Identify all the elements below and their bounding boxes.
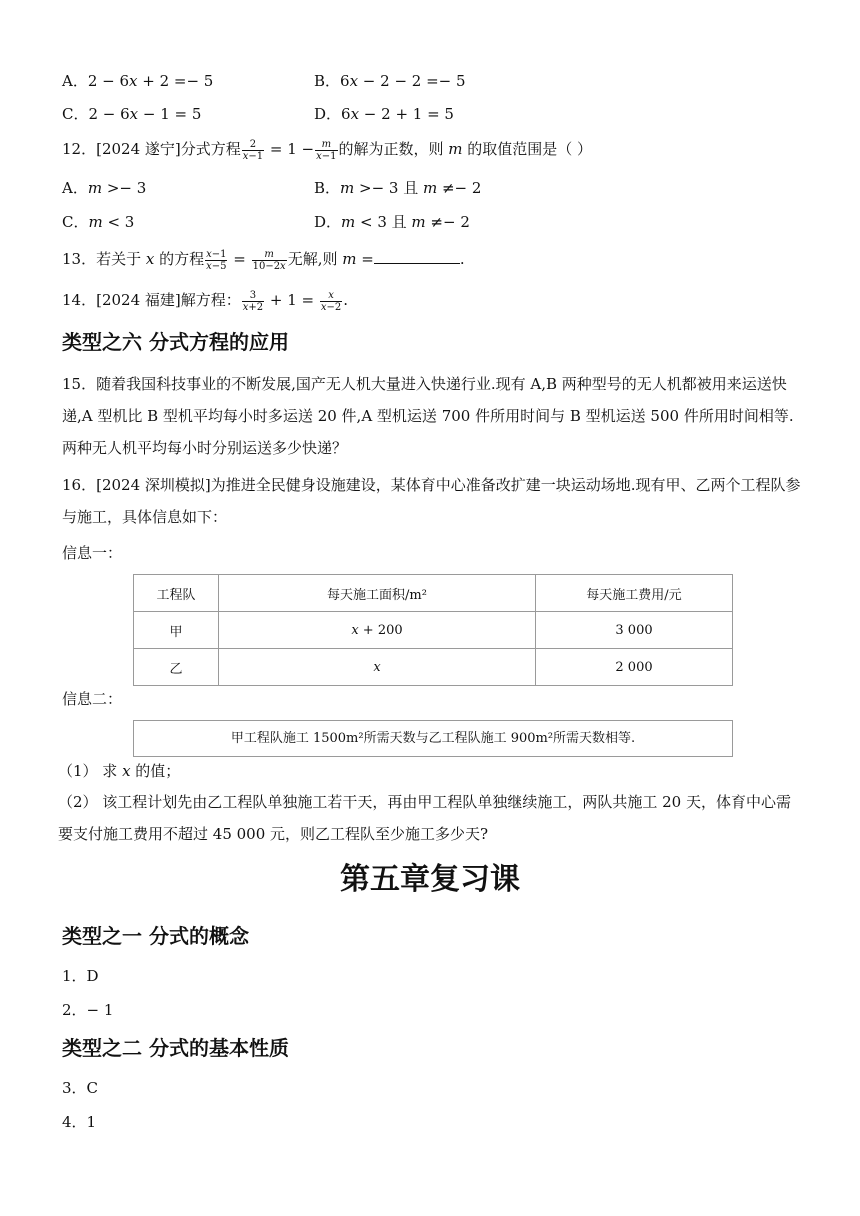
answer-item: 1．D xyxy=(62,967,99,985)
answer-item: 3．C xyxy=(62,1079,99,1097)
table-cell: 𝑥 xyxy=(219,649,536,686)
table-row xyxy=(134,612,733,649)
table-header-cell: 每天施工费用/元 xyxy=(536,575,733,612)
question-12-prefix: 12．[2024 遂宁]分式方程 xyxy=(62,140,241,158)
section-title: 类型之二 分式的基本性质 xyxy=(62,1036,289,1060)
option-12a: A．𝑚 >− 3 xyxy=(62,179,147,197)
section-title: 类型之六 分式方程的应用 xyxy=(62,330,289,354)
table-cell: 2 000 xyxy=(536,649,733,686)
table-header-cell: 工程队 xyxy=(134,575,219,612)
question-12: 12．[2024 遂宁]分式方程 $\frac{2}{\text{𝑥−1}}$ = 1 − $\frac{\text{𝑚}}{\text{𝑥−1}}$ 的解为正数，则 𝑚 的取值范围是（ ） xyxy=(62,138,593,162)
question-15: 15．随着我国科技事业的不断发展,国产无人机大量进入快递行业.现有 A,B 两种型号的无人机都被用来运送快递,A 型机比 B 型机平均每小时多运送 20 件,A 型机运送 700 件所用时间与 B 型机运送 500 件所用时间相等.两种无人机平均每小时分别运送多少快递？ xyxy=(62,375,794,457)
fraction: $\frac{\text{𝑥}}{\text{𝑥−2}}$ xyxy=(320,289,342,313)
info-two-label: 信息二： xyxy=(62,690,123,708)
option-12d: D．𝑚 < 3 且 𝑚 ≠− 2 xyxy=(314,213,470,231)
question-16-part1: （1） 求 𝑥 的值； xyxy=(58,762,181,780)
fraction: $\frac{\text{𝑚}}{\text{10−2𝑥}}$ xyxy=(252,248,286,272)
fraction: $\frac{2}{\text{𝑥−1}}$ xyxy=(242,138,264,162)
option-11b: B．6𝑥 − 2 − 2 =− 5 xyxy=(314,72,466,90)
question-14: 14．[2024 福建]解方程： $\frac{3}{\text{𝑥+2}}$ + 1 = $\frac{\text{𝑥}}{\text{𝑥−2}}$ . xyxy=(62,289,349,313)
table-header-cell: 每天施工面积/m² xyxy=(219,575,536,612)
option-11d: D．6𝑥 − 2 + 1 = 5 xyxy=(314,105,454,123)
fraction: $\frac{\text{𝑥−1}}{\text{𝑥−5}}$ xyxy=(206,248,227,272)
answer-item: 2．− 1 xyxy=(62,1001,114,1019)
option-11c: C．2 − 6𝑥 − 1 = 5 xyxy=(62,105,202,123)
answer-blank xyxy=(374,249,460,264)
table-cell: 3 000 xyxy=(536,612,733,649)
info-table xyxy=(133,574,733,686)
question-13: 13．若关于 𝑥 的方程 $\frac{\text{𝑥−1}}{\text{𝑥−5}}$ = $\frac{\text{𝑚}}{\text{10−2𝑥}}$ 无解,则 𝑚 = . xyxy=(62,248,465,272)
question-16: 16．[2024 深圳模拟]为推进全民健身设施建设，某体育中心准备改扩建一块运动场地.现有甲、乙两个工程队参与施工，具体信息如下： xyxy=(62,476,801,526)
info-two-box: 甲工程队施工 1500m²所需天数与乙工程队施工 900m²所需天数相等. xyxy=(133,720,733,757)
fraction: $\frac{\text{𝑚}}{\text{𝑥−1}}$ xyxy=(316,138,337,162)
answer-item: 4．1 xyxy=(62,1113,97,1131)
section-title: 类型之一 分式的概念 xyxy=(62,924,249,948)
table-cell: 𝑥 + 200 xyxy=(219,612,536,649)
table-cell: 乙 xyxy=(134,649,219,686)
table-cell: 甲 xyxy=(134,612,219,649)
question-16-part2: （2） 该工程计划先由乙工程队单独施工若干天，再由甲工程队单独继续施工，两队共施工 20 天，体育中心需要支付施工费用不超过 45 000 元，则乙工程队至少施工多少天? xyxy=(58,793,791,843)
option-12b: B．𝑚 >− 3 且 𝑚 ≠− 2 xyxy=(314,179,482,197)
table-row xyxy=(134,649,733,686)
option-11a: A．2 − 6𝑥 + 2 =− 5 xyxy=(62,72,214,90)
info-one-label: 信息一： xyxy=(62,544,123,562)
table-header-row xyxy=(134,575,733,612)
fraction: $\frac{3}{\text{𝑥+2}}$ xyxy=(242,289,264,313)
chapter-title: 第五章复习课 xyxy=(340,862,520,897)
option-12c: C．𝑚 < 3 xyxy=(62,213,135,231)
